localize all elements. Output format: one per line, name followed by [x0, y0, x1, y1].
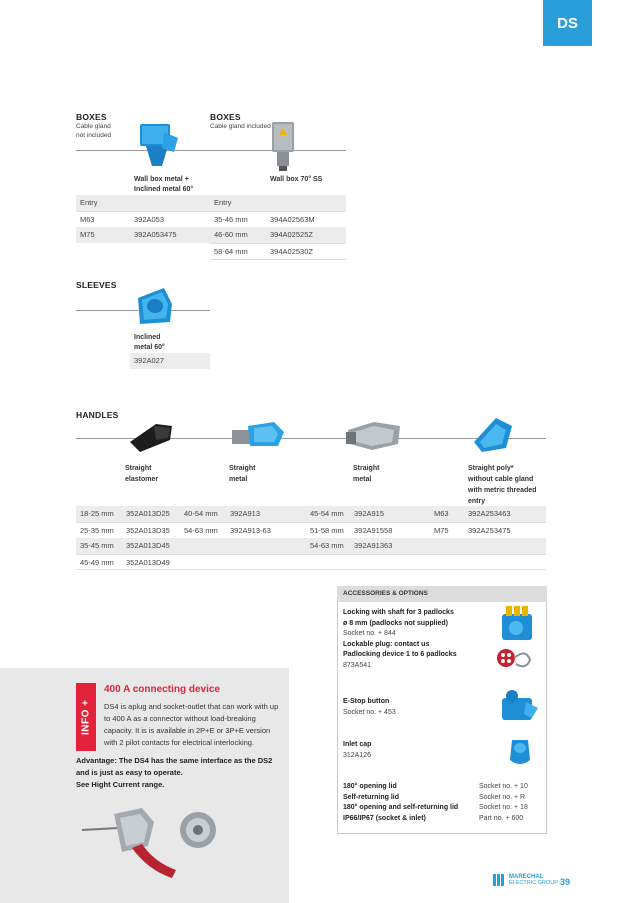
- entry-header-right: Entry: [214, 198, 232, 207]
- estop-line-2: Socket no. + 453: [343, 708, 396, 716]
- wall-box-metal-caption-1: Wall box metal +: [134, 176, 189, 183]
- size-cell: 51-58 mm: [310, 526, 344, 535]
- boxes-subtitle-right: Cable gland included: [210, 123, 271, 130]
- page-number: 39: [560, 877, 571, 887]
- handle-caption-2-line1: Straight: [229, 465, 256, 472]
- entry-cell: M75: [434, 526, 449, 535]
- locking-line-4: Lockable plug: contact us: [343, 640, 430, 648]
- inlet-cap-image: [506, 736, 534, 768]
- reference-cell: 392A915: [354, 509, 385, 518]
- info-title: 400 A connecting device: [104, 684, 220, 695]
- entry-cell: M63: [434, 509, 449, 518]
- handle-poly-image: [470, 414, 516, 454]
- reference-cell: 392A053: [134, 215, 165, 224]
- wall-box-metal-image: [134, 122, 180, 172]
- size-cell: 45-49 mm: [80, 558, 114, 567]
- reference-cell: 352A013D49: [126, 558, 170, 567]
- boxes-title-right: BOXES: [210, 112, 241, 122]
- handle-caption-4-line2: without cable gland: [468, 476, 534, 483]
- entry-cell: M63: [80, 215, 95, 224]
- info-body: DS4 is aplug and socket-outlet that can work with up to 400 A as a connector without load-breaking capacity. It is is available in 2P+E or 3P+E version with 2 pilot contacts for electrical interlocking.: [104, 702, 279, 747]
- option-value: Part no. + 600: [479, 814, 524, 822]
- table-row: [76, 506, 546, 522]
- entry-cell: M75: [80, 230, 95, 239]
- reference-cell: 394A02525Z: [270, 230, 313, 239]
- reference-cell: 352A013D25: [126, 509, 170, 518]
- boxes-table-header: [76, 195, 346, 211]
- reference-cell: 392A027: [134, 356, 165, 365]
- wall-box-ss-caption: Wall box 70° SS: [270, 176, 323, 183]
- sleeve-caption-2: metal 60°: [134, 344, 165, 351]
- reference-cell: 392A253475: [468, 526, 511, 535]
- inlet-line-1: Inlet cap: [343, 741, 372, 748]
- option-label: Self-returning lid: [343, 793, 399, 801]
- table-row: [76, 554, 546, 570]
- handle-metal-blue-image: [230, 418, 286, 452]
- option-label: 180° opening lid: [343, 783, 397, 790]
- entry-cell: 35-46 mm: [214, 215, 248, 224]
- sleeves-title: SLEEVES: [76, 280, 117, 290]
- handle-caption-4-line1: Straight poly*: [468, 465, 514, 472]
- reference-cell: 392A253463: [468, 509, 511, 518]
- info-badge: INFO +: [80, 699, 92, 735]
- handle-caption-4-line4: entry: [468, 498, 486, 505]
- wall-box-ss-image: [268, 120, 298, 172]
- boxes-title: BOXES: [76, 112, 107, 122]
- locking-line-5: Padlocking device 1 to 6 padlocks: [343, 651, 457, 658]
- inlet-block: [343, 740, 493, 761]
- handles-title: HANDLES: [76, 410, 119, 420]
- size-cell: 40-54 mm: [184, 509, 218, 518]
- padlocking-device-image: [494, 646, 534, 672]
- option-row: [343, 782, 543, 793]
- reference-cell: 352A013D45: [126, 541, 170, 550]
- inlet-line-2: 312A126: [343, 751, 372, 759]
- reference-cell: 392A91558: [354, 526, 393, 535]
- entry-cell: 58-64 mm: [214, 247, 248, 256]
- table-row: [76, 211, 346, 227]
- reference-cell: 394A02530Z: [270, 247, 313, 256]
- estop-block: [343, 697, 493, 718]
- sleeve-caption-1: Inclined: [134, 334, 161, 341]
- reference-cell: 352A013D35: [126, 526, 170, 535]
- brand-subname: ELECTRIC GROUP: [509, 880, 558, 886]
- accessories-title: ACCESSORIES & OPTIONS: [337, 586, 547, 602]
- ds4-connector-image: [78, 800, 228, 886]
- size-cell: 45-54 mm: [310, 509, 344, 518]
- inclined-sleeve-image: [134, 284, 174, 328]
- size-cell: 54-63 mm: [310, 541, 344, 550]
- handle-caption-3-line2: metal: [353, 476, 372, 483]
- option-label: 180° opening and self-returning lid: [343, 804, 459, 811]
- entry-cell: 46-60 mm: [214, 230, 248, 239]
- handle-caption-2-line2: metal: [229, 476, 248, 483]
- info-advantage: [76, 755, 286, 791]
- table-row: [76, 227, 346, 243]
- reference-cell: 392A913: [230, 509, 261, 518]
- option-value: Socket no. + 18: [479, 804, 528, 811]
- option-row: [343, 793, 543, 804]
- estop-line-1: E-Stop button: [343, 698, 390, 705]
- sleeve-ref-row: [130, 353, 210, 369]
- handle-caption-1-line2: elastomer: [125, 476, 159, 483]
- info-advantage-line-3: See Hight Current range.: [76, 780, 165, 789]
- option-row: [343, 803, 543, 814]
- option-value: Socket no. + 10: [479, 783, 528, 790]
- reference-cell: 392A913-63: [230, 526, 271, 535]
- handle-metal-image: [344, 414, 404, 454]
- table-bottom-rule: [210, 259, 346, 260]
- reference-cell: 392A91363: [354, 541, 393, 550]
- options-list: [343, 782, 543, 824]
- handle-caption-1-line1: Straight: [125, 465, 152, 472]
- reference-cell: 392A053475: [134, 230, 177, 239]
- locking-socket-image: [496, 604, 540, 644]
- size-cell: 25-35 mm: [80, 526, 114, 535]
- locking-line-1: Locking with shaft for 3 padlocks: [343, 609, 454, 616]
- section-tab-ds: DS: [543, 0, 592, 46]
- boxes-rule: [76, 150, 346, 151]
- reference-cell: 394A02563M: [270, 215, 315, 224]
- estop-socket-image: [498, 688, 540, 724]
- size-cell: 18-25 mm: [80, 509, 114, 518]
- locking-line-3: Socket no. + 844: [343, 630, 396, 637]
- handle-caption-4-line3: with metric threaded: [468, 487, 537, 494]
- option-row: [343, 814, 543, 825]
- brand-logo: [493, 874, 558, 886]
- locking-block: [343, 608, 493, 671]
- info-advantage-line-1: Advantage: The DS4 has the same interface as the DS2: [76, 756, 273, 765]
- handle-caption-3-line1: Straight: [353, 465, 380, 472]
- info-advantage-line-2: and is just as easy to operate.: [76, 768, 183, 777]
- handle-elastomer-image: [126, 418, 176, 454]
- option-label: IP66/IP67 (socket & inlet): [343, 814, 426, 822]
- brand-name: MARECHAL: [509, 874, 544, 880]
- boxes-subtitle-line2: not included: [76, 132, 112, 139]
- locking-line-6: 873A541: [343, 661, 372, 669]
- size-cell: 35-45 mm: [80, 541, 114, 550]
- table-row: [210, 243, 346, 259]
- option-value: Socket no. + R: [479, 793, 526, 801]
- locking-line-2: ø 8 mm (padlocks not supplied): [343, 619, 449, 627]
- boxes-subtitle-line1: Cable gland: [76, 123, 111, 130]
- marechal-logo-icon: [493, 874, 507, 886]
- table-row: [76, 522, 546, 538]
- entry-header-left: Entry: [80, 198, 98, 207]
- wall-box-metal-caption-2: Inclined metal 60°: [134, 186, 194, 193]
- size-cell: 54-63 mm: [184, 526, 218, 535]
- table-row: [76, 538, 546, 554]
